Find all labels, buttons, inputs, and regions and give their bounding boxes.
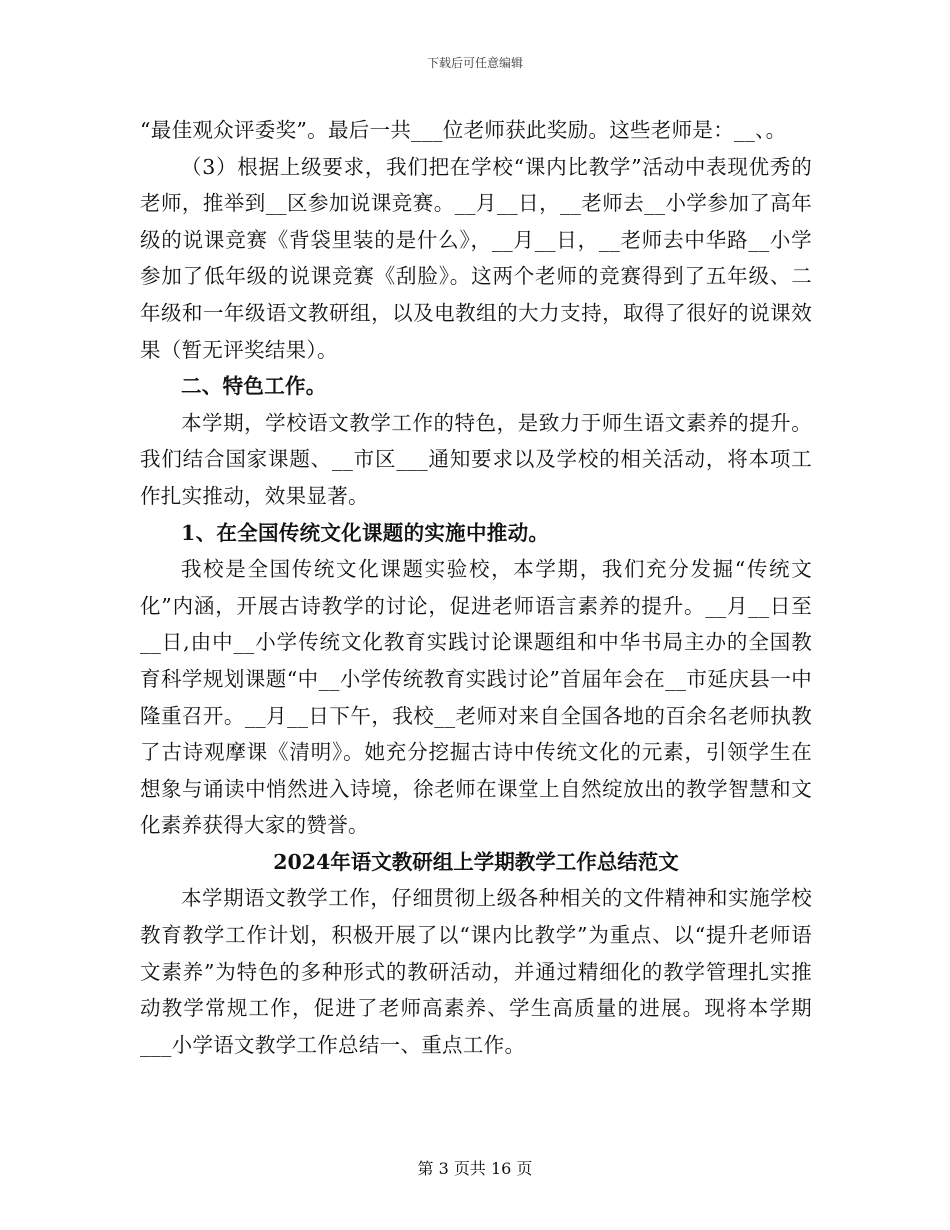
document-title: 2024年语文教研组上学期教学工作总结范文 [273, 849, 679, 874]
subheading-traditional-culture: 1、在全国传统文化课题的实施中推动。 [181, 520, 550, 545]
section-heading-features: 二、特色工作。 [181, 374, 327, 399]
page-footer: 第 3 页共 16 页 [417, 1159, 533, 1178]
page-header: 下载后可任意编辑 [426, 56, 523, 70]
document-body [140, 112, 812, 1063]
paragraph-lecture-contest: （3）根据上级要求，我们把在学校“课内比教学”活动中表现优秀的老师，推举到__区参加说课竞赛。__月__日，__老师去__小学参加了高年级的说课竞赛《背袋里装的是什么》，__月__日，__老师去中华路__小学参加了低年级的说课竞赛《刮脸》。这两个老师的竞赛得到了五年级、二年级和一年级语文教研组，以及电教组的大力支持，取得了很好的说课效果（暂无评奖结果）。 [140, 154, 812, 362]
paragraph-traditional-culture: 我校是全国传统文化课题实验校，本学期，我们充分发掘“传统文化”内涵，开展古诗教学的讨论，促进老师语言素养的提升。__月__日至__日,由中__小学传统文化教育实践讨论课题组和中华书局主办的全国教育科学规划课题“中__小学传统教育实践讨论”首届年会在__市延庆县一中隆重召开。__月__日下午，我校__老师对来自全国各地的百余名老师执教了古诗观摩课《清明》。她充分挖掘古诗中传统文化的元素，引领学生在想象与诵读中悄然进入诗境，徐老师在课堂上自然绽放出的教学智慧和文化素养获得大家的赞誉。 [140, 557, 812, 838]
paragraph-features-intro: 本学期，学校语文教学工作的特色，是致力于师生语文素养的提升。我们结合国家课题、__市区___通知要求以及学校的相关活动，将本项工作扎实推动，效果显著。 [140, 410, 812, 508]
paragraph-award: “最佳观众评委奖”。最后一共___位老师获此奖励。这些老师是：__、。 [140, 118, 787, 142]
paragraph-summary-intro: 本学期语文教学工作，仔细贯彻上级各种相关的文件精神和实施学校教育教学工作计划，积极开展了以“课内比教学”为重点、以“提升老师语文素养”为特色的多种形式的教研活动，并通过精细化的教学管理扎实推动教学常规工作，促进了老师高素养、学生高质量的进展。现将本学期___小学语文教学工作总结一、重点工作。 [140, 886, 812, 1057]
